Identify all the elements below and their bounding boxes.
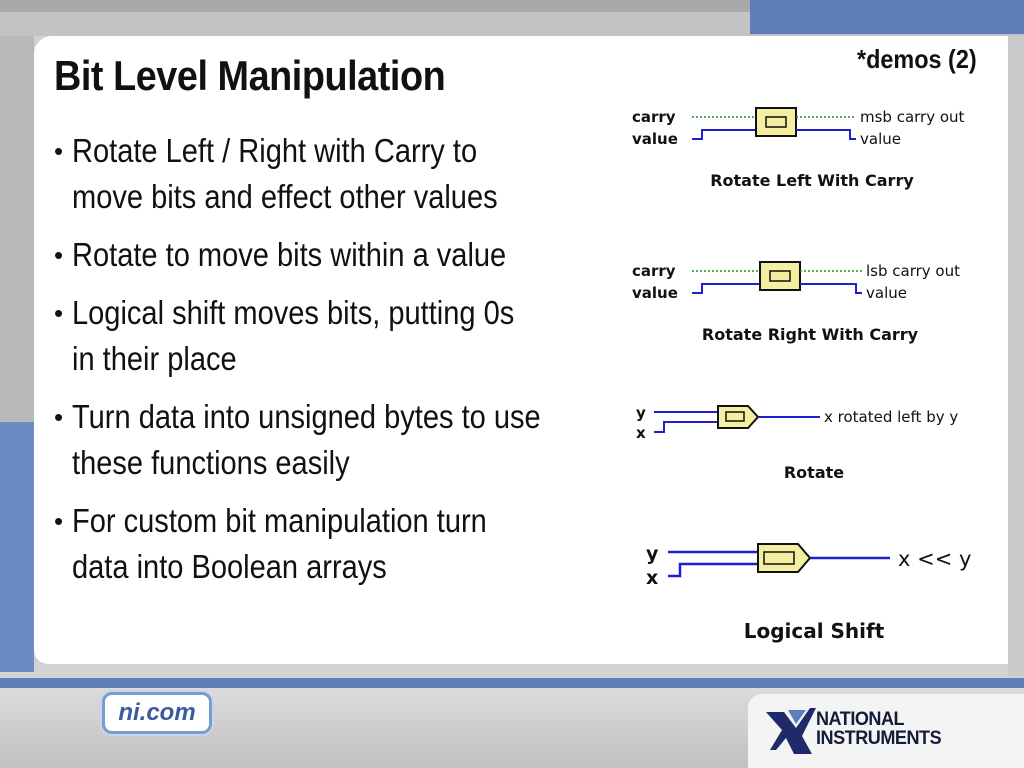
- bullet-item: [54, 394, 674, 486]
- output-label-value: value: [860, 130, 901, 148]
- bullet-list: [54, 128, 674, 602]
- output-label: x << y: [898, 547, 972, 571]
- bullet-line: data into Boolean arrays: [72, 548, 387, 585]
- input-label-value: value: [632, 130, 678, 148]
- logical-shift-diagram: [640, 532, 990, 648]
- bullet-line: • Turn data into unsigned bytes to use: [72, 398, 541, 435]
- output-label: x rotated left by y: [824, 408, 959, 426]
- value-wire: [692, 284, 760, 293]
- ni-com-label: ni.com: [118, 699, 196, 726]
- rotate-right-with-carry-diagram: [630, 254, 990, 354]
- bullet-item: [54, 128, 674, 220]
- bullet-item: [54, 232, 674, 278]
- rotate-left-with-carry-diagram: [630, 100, 990, 200]
- output-label-carry: msb carry out: [860, 108, 965, 126]
- bullet-item: [54, 498, 674, 590]
- bottom-accent-stripe: [0, 678, 1024, 688]
- slide-title: Bit Level Manipulation: [54, 52, 446, 99]
- bullet-line: • Rotate Left / Right with Carry to: [72, 132, 478, 169]
- rotate-left-carry-node-icon[interactable]: [756, 108, 796, 136]
- logo-line-instruments: INSTRUMENTS: [816, 728, 942, 749]
- diagram-caption: Rotate Right With Carry: [701, 325, 919, 344]
- input-label-y: y: [636, 404, 646, 422]
- input-label-value: value: [632, 284, 678, 302]
- input-label-x: x: [646, 567, 659, 589]
- rotate-node-icon[interactable]: [718, 406, 758, 428]
- logo-line-national: NATIONAL: [816, 709, 905, 730]
- x-wire: [654, 422, 718, 432]
- bullet-line: these functions easily: [72, 444, 350, 481]
- diagram-caption: Rotate Left With Carry: [710, 171, 914, 190]
- value-out-wire: [800, 284, 862, 293]
- input-label-y: y: [646, 543, 659, 565]
- bullet-line: in their place: [72, 340, 237, 377]
- bullet-line: • Logical shift moves bits, putting 0s: [72, 294, 515, 331]
- input-label-carry: carry: [632, 262, 676, 280]
- bullet-line: • For custom bit manipulation turn: [72, 502, 487, 539]
- bullet-item: [54, 290, 674, 382]
- diagram-caption: Logical Shift: [743, 619, 885, 643]
- logical-shift-node-icon[interactable]: [758, 544, 810, 572]
- ni-com-link[interactable]: [102, 692, 212, 734]
- bullet-line: move bits and effect other values: [72, 178, 498, 215]
- bullet-line: • Rotate to move bits within a value: [72, 236, 507, 273]
- right-frame: [1008, 36, 1024, 676]
- top-stripe: [0, 0, 755, 12]
- value-out-wire: [796, 130, 856, 139]
- output-label-value: value: [866, 284, 907, 302]
- rotate-diagram: [630, 400, 990, 490]
- input-label-carry: carry: [632, 108, 676, 126]
- x-wire: [668, 564, 758, 576]
- rotate-right-carry-node-icon[interactable]: [760, 262, 800, 290]
- top-accent-stripe: [750, 0, 1024, 34]
- input-label-x: x: [636, 424, 646, 442]
- output-label-carry: lsb carry out: [866, 262, 960, 280]
- demos-label: *demos (2): [857, 44, 977, 74]
- ni-logo-wordmark: [816, 710, 941, 748]
- diagram-caption: Rotate: [783, 463, 845, 482]
- left-accent-stripe: [0, 422, 34, 672]
- value-wire: [692, 130, 756, 139]
- left-frame: [0, 36, 34, 424]
